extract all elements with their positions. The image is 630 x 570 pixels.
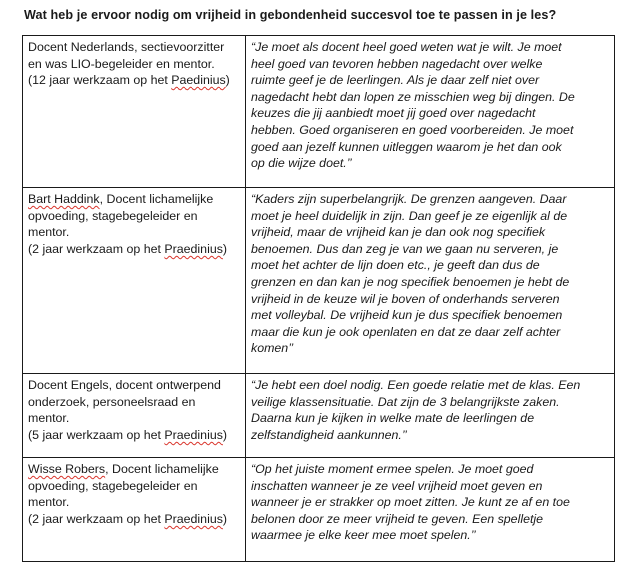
quote-cell (246, 374, 615, 458)
school-name: Paedinius (171, 73, 226, 88)
quote-line: hebben. Goed organiseren en goed voorbereiden. Je moet (251, 122, 574, 137)
table-row (23, 36, 615, 188)
document-title: Wat heb je ervoor nodig om vrijheid in gebondenheid succesvol toe te passen in je les? (24, 8, 557, 22)
respondent-experience: (2 jaar werkzaam op het Praedinius) (28, 511, 228, 526)
respondent-role-line: onderzoek, personeelsraad en (28, 394, 196, 409)
respondent-role-line: mentor. (28, 495, 70, 510)
respondent-cell (23, 188, 246, 374)
respondent-name: Wisse Robers (28, 462, 106, 476)
respondent-role-line: en was LIO-begeleider en mentor. (28, 56, 215, 71)
respondent-role-line: Wisse Robers, Docent lichamelijke (28, 462, 219, 476)
quote-line: wanneer je er strakker op moet zitten. Je kunt ze af en toe (251, 495, 570, 510)
respondent-experience: (2 jaar werkzaam op het Praedinius) (28, 241, 228, 256)
quote-line: goed aan jezelf kunnen uitleggen waarom je het dan ook (251, 139, 562, 154)
quote-line: Daarna kun je kijken in welke mate de leerlingen de (251, 411, 535, 426)
table-row (23, 374, 615, 458)
interview-table (22, 35, 615, 562)
quote-line: waarmee je elke keer mee moet spelen.’’ (251, 528, 476, 543)
quote-cell (246, 458, 615, 562)
quote-line: inschatten wanneer je ze veel vrijheid moet geven en (251, 478, 543, 493)
respondent-role-line: Bart Haddink, Docent lichamelijke (28, 192, 214, 206)
school-name: Praedinius (164, 427, 223, 442)
respondent-experience: (12 jaar werkzaam op het Paedinius) (28, 73, 230, 88)
table-row (23, 188, 615, 374)
quote-line: komen’’ (251, 341, 294, 356)
quote-line: keuzes die jij aanbiedt moet jij goed over nagedacht (251, 106, 536, 121)
quote-line: met volleybal. De vrijheid kun je dus specifiek benoemen (251, 308, 563, 323)
quote-line: “Je moet als docent heel goed weten wat je wilt. Je moet (251, 40, 562, 54)
quote-line: veilige klassensituatie. Dat zijn de 3 belangrijkste zaken. (251, 394, 560, 409)
quote-line: maar die kun je ook openlaten en dat ze daar zelf achter (251, 324, 561, 339)
quote-line: op die wijze doet.’’ (251, 156, 352, 171)
quote-line: grenzen en dan kan je nog specifiek benoemen je hebt de (251, 274, 570, 289)
quote-line: vrijheid, maar de vrijheid kan je dan ook nog specifiek (251, 225, 546, 240)
quote-line: ruimte geef je de leerlingen. Als je daar zelf niet over (251, 73, 540, 88)
respondent-role-line: mentor. (28, 225, 70, 240)
quote-line: heel goed van tevoren hebben nagedacht over welke (251, 56, 543, 71)
quote-line: “Kaders zijn superbelangrijk. De grenzen aangeven. Daar (251, 192, 567, 206)
quote-line: moet je heel duidelijk in zijn. Dan geef je ze eigenlijk al de (251, 208, 568, 223)
respondent-cell (23, 458, 246, 562)
quote-line: belonen door ze meer vrijheid te geven. Een spelletje (251, 511, 544, 526)
respondent-role-line: Docent Nederlands, sectievoorzitter (28, 40, 225, 54)
quote-line: “Je hebt een doel nodig. Een goede relatie met de klas. Een (251, 378, 581, 392)
quote-line: nagedacht hebt dan lopen ze misschien weg bij dingen. De (251, 89, 575, 104)
quote-line: zelfstandigheid aankunnen.’’ (251, 427, 407, 442)
table-row (23, 458, 615, 562)
school-name: Praedinius (164, 241, 223, 256)
respondent-role-line: opvoeding, stagebegeleider en (28, 478, 198, 493)
quote-cell (246, 36, 615, 188)
respondent-role-line: mentor. (28, 411, 70, 426)
quote-line: vrijheid in de keuze wil je boven of onderhands serveren (251, 291, 560, 306)
respondent-cell (23, 36, 246, 188)
respondent-experience: (5 jaar werkzaam op het Praedinius) (28, 427, 228, 442)
quote-line: benoemen. Dus dan zeg je van we gaan nu serveren, je (251, 241, 559, 256)
school-name: Praedinius (164, 511, 223, 526)
quote-cell (246, 188, 615, 374)
respondent-cell (23, 374, 246, 458)
quote-line: moet het achter de lijn doen etc., je geeft dan dus de (251, 258, 540, 273)
respondent-name: Bart Haddink (28, 192, 100, 206)
respondent-role-line: Docent Engels, docent ontwerpend (28, 378, 221, 392)
respondent-role-line: opvoeding, stagebegeleider en (28, 208, 198, 223)
quote-line: “Op het juiste moment ermee spelen. Je moet goed (251, 462, 534, 476)
